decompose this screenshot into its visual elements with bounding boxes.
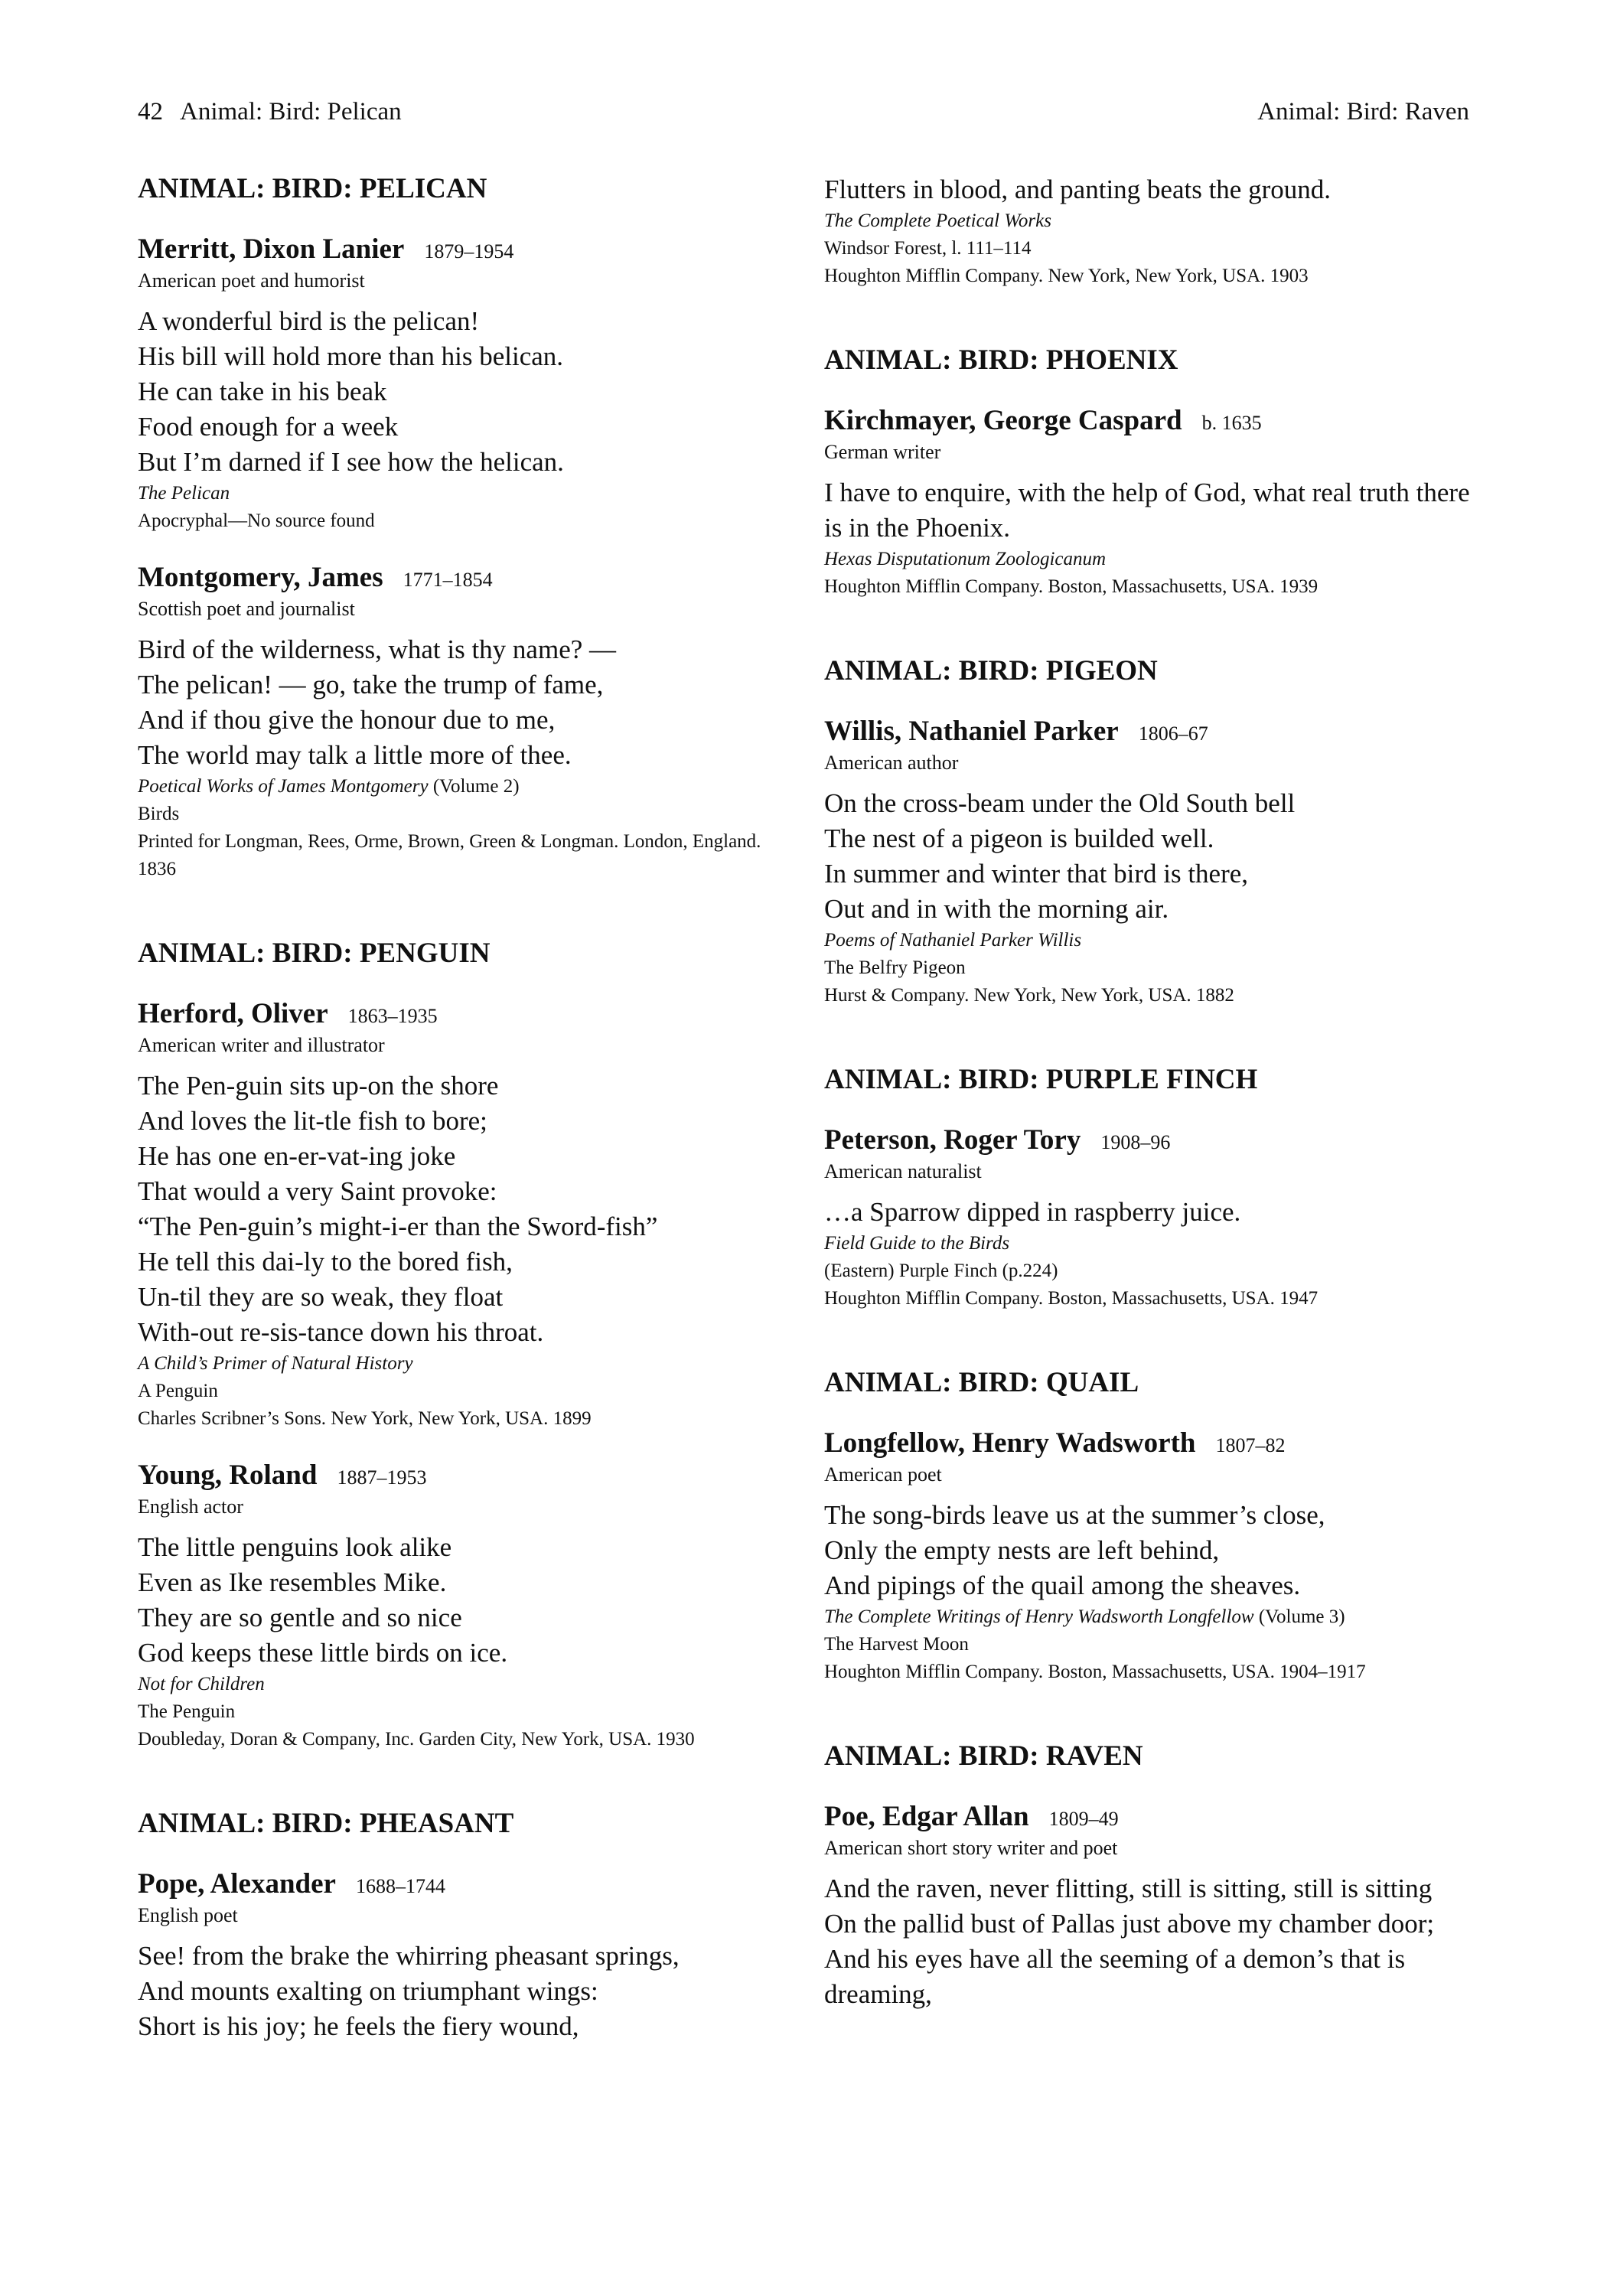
source-reference: Birds [138, 804, 180, 824]
quote-line: “The Pen-guin’s might-i-er than the Sword-fish” [138, 1212, 658, 1241]
author-line [824, 1427, 1482, 1463]
source-reference: The Belfry Pigeon [824, 957, 966, 978]
author-name: Herford, Oliver [138, 998, 328, 1029]
quote-text [824, 1871, 1482, 2012]
quote-line: The little penguins look alike [138, 1532, 452, 1562]
author-description: American writer and illustrator [138, 1034, 385, 1056]
author-dates: 1887–1953 [337, 1466, 427, 1489]
author-line [138, 561, 796, 597]
author-name: Poe, Edgar Allan [824, 1801, 1029, 1832]
author-description: American poet and humorist [138, 269, 365, 292]
quote-line: With-out re-sis-tance down his throat. [138, 1317, 544, 1347]
publication-info: Charles Scribner’s Sons. New York, New York, USA. 1899 [138, 1408, 592, 1429]
quote-line: The pelican! — go, take the trump of fame, [138, 670, 604, 700]
section-pheasant [138, 1807, 796, 2044]
quote-entry-continued [824, 172, 1482, 290]
quote-entry [824, 1800, 1482, 2012]
quote-line: The song-birds leave us at the summer’s close, [824, 1500, 1325, 1530]
quote-line: His bill will hold more than his belican. [138, 341, 564, 371]
quote-entry [138, 233, 796, 535]
section-heading: ANIMAL: BIRD: QUAIL [824, 1367, 1139, 1398]
quote-line: …a Sparrow dipped in raspberry juice. [824, 1197, 1241, 1227]
section-pigeon [824, 654, 1482, 1009]
quote-line: I have to enquire, with the help of God, what real truth there is in the Phoenix. [824, 478, 1470, 543]
author-name: Longfellow, Henry Wadsworth [824, 1427, 1196, 1459]
publication-info: Houghton Mifflin Company. New York, New York, USA. 1903 [824, 266, 1309, 286]
quote-text [824, 1195, 1482, 1230]
author-line [138, 1867, 796, 1903]
source-work-volume: (Volume 3) [1253, 1606, 1345, 1627]
quote-text [138, 1068, 796, 1350]
author-name: Kirchmayer, George Caspard [824, 405, 1182, 436]
quote-line: The nest of a pigeon is builded well. [824, 823, 1214, 853]
author-dates: 1809–49 [1048, 1808, 1119, 1830]
quote-line: He can take in his beak [138, 377, 387, 406]
source-reference: Windsor Forest, l. 111–114 [824, 238, 1032, 259]
quote-line: He has one en-er-vat-ing joke [138, 1141, 456, 1171]
source-work-title: The Complete Poetical Works [824, 210, 1051, 231]
author-description: American poet [824, 1463, 942, 1486]
source-work-title: The Complete Writings of Henry Wadsworth Longfellow [824, 1606, 1254, 1627]
section-purple-finch [824, 1063, 1482, 1313]
source-work-title: Field Guide to the Birds [824, 1233, 1010, 1254]
quote-line: Food enough for a week [138, 412, 399, 442]
section-raven [824, 1740, 1482, 2012]
author-dates: b. 1635 [1201, 412, 1262, 434]
source-work-line [138, 773, 796, 801]
author-line [138, 997, 796, 1033]
quote-line: The Pen-guin sits up-on the shore [138, 1071, 499, 1101]
source-work-volume: (Volume 2) [428, 776, 520, 797]
section-heading: ANIMAL: BIRD: PHOENIX [824, 344, 1178, 376]
quote-line: In summer and winter that bird is there, [824, 859, 1249, 889]
author-line [824, 1124, 1482, 1159]
source-work-title: The Pelican [138, 483, 230, 504]
quote-entry [824, 1427, 1482, 1686]
publication-info: Printed for Longman, Rees, Orme, Brown, Green & Longman. London, England. 1836 [138, 831, 761, 879]
quote-text [138, 632, 796, 773]
quote-entry [824, 715, 1482, 1009]
quote-line: Un-til they are so weak, they float [138, 1282, 504, 1312]
quote-line: God keeps these little birds on ice. [138, 1638, 508, 1668]
source-reference: The Penguin [138, 1701, 236, 1722]
quote-entry [824, 404, 1482, 601]
quote-line: Short is his joy; he feels the fiery wound, [138, 2011, 579, 2041]
quote-line: On the pallid bust of Pallas just above my chamber door; [824, 1909, 1435, 1939]
quote-entry [138, 1459, 796, 1753]
quote-line: Even as Ike resembles Mike. [138, 1567, 447, 1597]
quote-line: Out and in with the morning air. [824, 894, 1169, 924]
quote-line: They are so gentle and so nice [138, 1603, 462, 1632]
author-name: Peterson, Roger Tory [824, 1124, 1081, 1156]
quote-text [824, 1498, 1482, 1603]
section-penguin [138, 937, 796, 1753]
section-heading: ANIMAL: BIRD: PURPLE FINCH [824, 1064, 1258, 1095]
source-work-title: Poetical Works of James Montgomery [138, 776, 429, 797]
author-line [824, 715, 1482, 751]
author-dates: 1807–82 [1215, 1434, 1286, 1456]
page-number: 42 [138, 98, 163, 126]
quote-entry [824, 1124, 1482, 1313]
author-description: English actor [138, 1495, 243, 1518]
author-name: Merritt, Dixon Lanier [138, 233, 405, 265]
author-description: American naturalist [824, 1160, 982, 1182]
section-heading: ANIMAL: BIRD: PELICAN [138, 173, 487, 204]
author-name: Willis, Nathaniel Parker [824, 716, 1119, 747]
quote-line: A wonderful bird is the pelican! [138, 306, 480, 336]
running-head-right-title: Animal: Bird: Raven [1257, 98, 1469, 126]
quote-entry [138, 997, 796, 1433]
quote-line: But I’m darned if I see how the helican. [138, 447, 564, 477]
section-quail [824, 1366, 1482, 1686]
author-name: Pope, Alexander [138, 1868, 336, 1900]
author-description: English poet [138, 1904, 238, 1926]
author-name: Young, Roland [138, 1459, 318, 1491]
publication-info: Hurst & Company. New York, New York, USA. 1882 [824, 985, 1234, 1006]
running-head-left [138, 96, 402, 127]
quote-text [824, 172, 1482, 207]
right-column [824, 172, 1482, 2038]
author-line [824, 1800, 1482, 1836]
quote-line: And mounts exalting on triumphant wings: [138, 1976, 598, 2006]
quote-line: And pipings of the quail among the sheaves. [824, 1570, 1301, 1600]
source-work-line [824, 1603, 1482, 1631]
author-dates: 1879–1954 [424, 240, 514, 263]
publication-info: Apocryphal—No source found [138, 510, 375, 531]
author-line [138, 1459, 796, 1495]
author-description: American short story writer and poet [824, 1837, 1118, 1859]
quote-line: On the cross-beam under the Old South bell [824, 788, 1296, 818]
left-column [138, 172, 796, 2070]
quote-line: See! from the brake the whirring pheasant springs, [138, 1941, 680, 1971]
author-dates: 1688–1744 [355, 1875, 445, 1897]
author-description: Scottish poet and journalist [138, 598, 355, 620]
section-heading: ANIMAL: BIRD: PHEASANT [138, 1808, 514, 1839]
author-dates: 1908–96 [1100, 1131, 1171, 1153]
publication-info: Houghton Mifflin Company. Boston, Massachusetts, USA. 1947 [824, 1288, 1319, 1309]
quote-line: Flutters in blood, and panting beats the ground. [824, 174, 1331, 204]
quote-line: And his eyes have all the seeming of a demon’s that is dreaming, [824, 1944, 1406, 2009]
quote-line: And the raven, never flitting, still is sitting, still is sitting [824, 1874, 1433, 1903]
quote-text [824, 786, 1482, 927]
author-dates: 1863–1935 [347, 1005, 438, 1027]
author-name: Montgomery, James [138, 562, 383, 593]
quote-line: That would a very Saint provoke: [138, 1176, 497, 1206]
source-work-title: Not for Children [138, 1674, 265, 1694]
running-head-left-title: Animal: Bird: Pelican [180, 98, 402, 126]
publication-info: Houghton Mifflin Company. Boston, Massachusetts, USA. 1939 [824, 576, 1319, 597]
source-work-title: Poems of Nathaniel Parker Willis [824, 930, 1082, 951]
author-dates: 1806–67 [1138, 722, 1208, 745]
author-description: American author [824, 752, 959, 774]
author-line [824, 404, 1482, 440]
section-heading: ANIMAL: BIRD: PIGEON [824, 655, 1158, 687]
source-reference: (Eastern) Purple Finch (p.224) [824, 1261, 1058, 1281]
quote-line: Only the empty nests are left behind, [824, 1535, 1220, 1565]
publication-info: Doubleday, Doran & Company, Inc. Garden City, New York, USA. 1930 [138, 1729, 695, 1750]
quote-text [138, 304, 796, 480]
section-heading: ANIMAL: BIRD: PENGUIN [138, 938, 491, 969]
quote-line: He tell this dai-ly to the bored fish, [138, 1247, 513, 1277]
quote-text [138, 1939, 796, 2044]
source-work-title: Hexas Disputationum Zoologicanum [824, 549, 1107, 569]
source-reference: The Harvest Moon [824, 1634, 969, 1655]
author-description: German writer [824, 441, 941, 463]
quote-entry [138, 561, 796, 883]
author-line [138, 233, 796, 269]
quote-line: Bird of the wilderness, what is thy name? — [138, 634, 617, 664]
quote-line: And if thou give the honour due to me, [138, 705, 556, 735]
publication-info: Houghton Mifflin Company. Boston, Massachusetts, USA. 1904–1917 [824, 1662, 1366, 1682]
author-dates: 1771–1854 [403, 569, 493, 591]
section-heading: ANIMAL: BIRD: RAVEN [824, 1740, 1143, 1772]
quote-line: The world may talk a little more of thee. [138, 740, 572, 770]
source-reference: A Penguin [138, 1381, 218, 1401]
quote-text [824, 475, 1482, 546]
quote-text [138, 1530, 796, 1671]
quote-entry [138, 1867, 796, 2044]
quote-line: And loves the lit-tle fish to bore; [138, 1106, 487, 1136]
source-work-title: A Child’s Primer of Natural History [138, 1353, 413, 1374]
section-pelican [138, 172, 796, 883]
section-phoenix [824, 344, 1482, 601]
